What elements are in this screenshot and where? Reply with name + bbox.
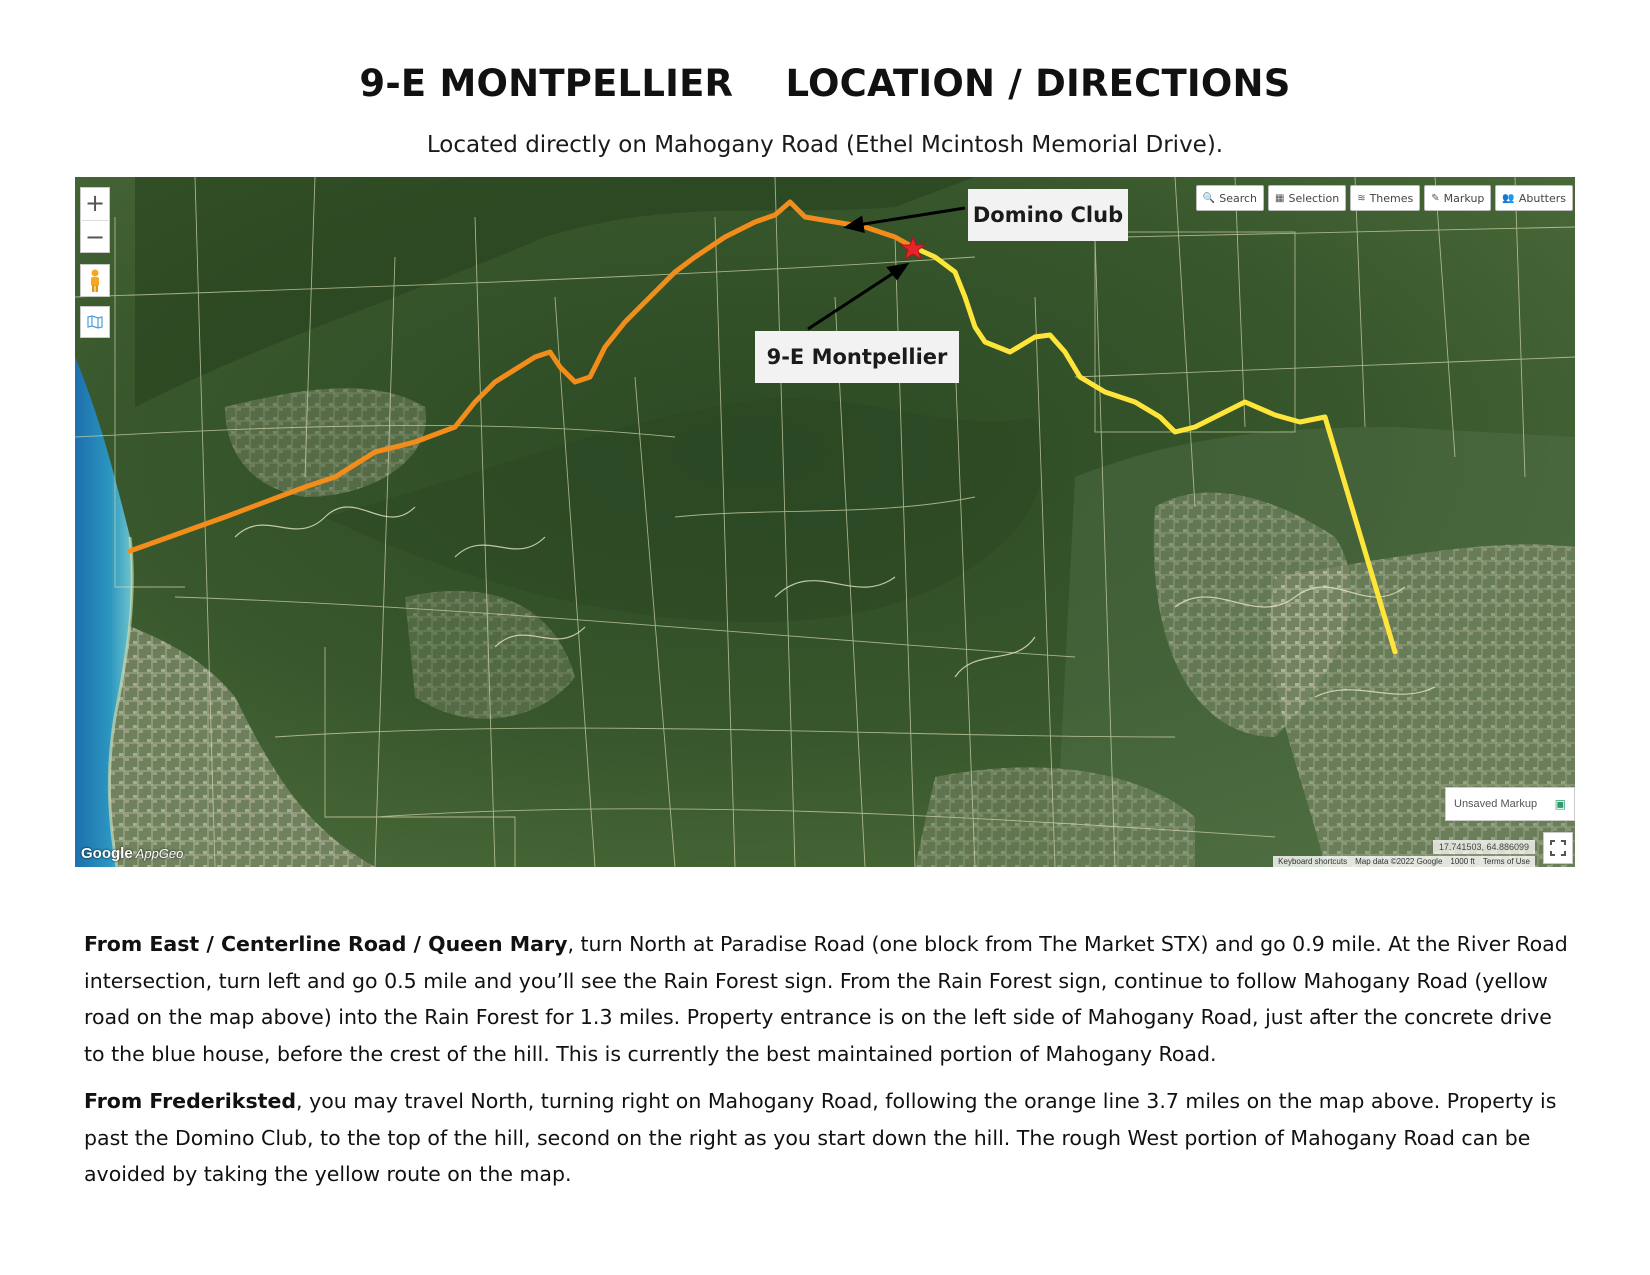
search-button[interactable]: 🔍 Search — [1196, 185, 1264, 211]
zoom-control — [80, 187, 110, 253]
map-attribution — [1273, 856, 1535, 867]
directions-heading: From Frederiksted — [84, 1089, 297, 1113]
zoom-out-button[interactable]: − — [84, 222, 106, 251]
directions-heading: From East / Centerline Road / Queen Mary — [84, 932, 568, 956]
save-icon[interactable]: ▣ — [1554, 797, 1566, 811]
page-subtitle: Located directly on Mahogany Road (Ethel Mcintosh Memorial Drive). — [426, 132, 1224, 158]
terms-link[interactable]: Terms of Use — [1482, 857, 1530, 866]
grid-icon: ▦ — [1275, 192, 1285, 204]
directions-from-east — [84, 926, 1569, 1072]
map-data-credit: Map data ©2022 Google — [1355, 857, 1443, 866]
markup-button[interactable]: ✎ Markup — [1424, 185, 1491, 211]
appgeo-logo: AppGeo — [135, 846, 184, 861]
layers-icon: ≋ — [1357, 192, 1366, 204]
users-icon: 👥 — [1502, 192, 1515, 204]
zoom-in-button[interactable]: + — [80, 187, 110, 221]
street-view-pegman-icon[interactable] — [80, 264, 110, 297]
scale-bar: 1000 ft — [1450, 857, 1475, 866]
directions-body: , turn North at Paradise Road (one block from The Market STX) and go 0.9 mile. At the River Road intersection, turn left and go 0.5 mile and you’ll see the Rain Forest sign. From the Rain Forest sign, continue to follow Mahogany Road (yellow road on the map above) into the Rain Forest for 1.3 miles. Property entrance is on the left side of Mahogany Road, just after the concrete drive to the blue house, before the crest of the hill. This is currently the best maintained portion of Mahogany Road. — [84, 932, 1568, 1066]
map-toolbar — [1196, 185, 1573, 211]
directions-body: , you may travel North, turning right on Mahogany Road, following the orange line 3.7 miles on the map above. Property is past the Domino Club, to the top of the hill, second on the right as you start down the hill. The rough West portion of Mahogany Road can be avoided by taking the yellow route on the map. — [84, 1089, 1557, 1187]
montpellier-label: 9-E Montpellier — [755, 331, 959, 383]
abutters-button[interactable]: 👥 Abutters — [1495, 185, 1573, 211]
fullscreen-icon[interactable] — [1543, 832, 1573, 864]
google-logo: Google AppGeo — [81, 845, 184, 862]
unsaved-markup-label: Unsaved Markup — [1454, 798, 1538, 810]
pencil-icon: ✎ — [1431, 192, 1440, 204]
keyboard-shortcuts-link[interactable]: Keyboard shortcuts — [1278, 857, 1348, 866]
satellite-map[interactable] — [75, 177, 1575, 867]
search-icon: 🔍 — [1202, 192, 1216, 204]
themes-button[interactable]: ≋ Themes — [1350, 185, 1420, 211]
unsaved-markup-panel[interactable] — [1445, 787, 1575, 821]
coordinate-readout: 17.741503, 64.886099 — [1433, 840, 1535, 854]
directions-from-frederiksted — [84, 1083, 1569, 1193]
domino-club-label: Domino Club — [968, 189, 1128, 241]
map-type-icon[interactable] — [80, 306, 110, 338]
selection-button[interactable]: ▦ Selection — [1268, 185, 1346, 211]
page-title: 9-E MONTPELLIER LOCATION / DIRECTIONS — [359, 62, 1291, 105]
map-imagery[interactable] — [75, 177, 1575, 867]
